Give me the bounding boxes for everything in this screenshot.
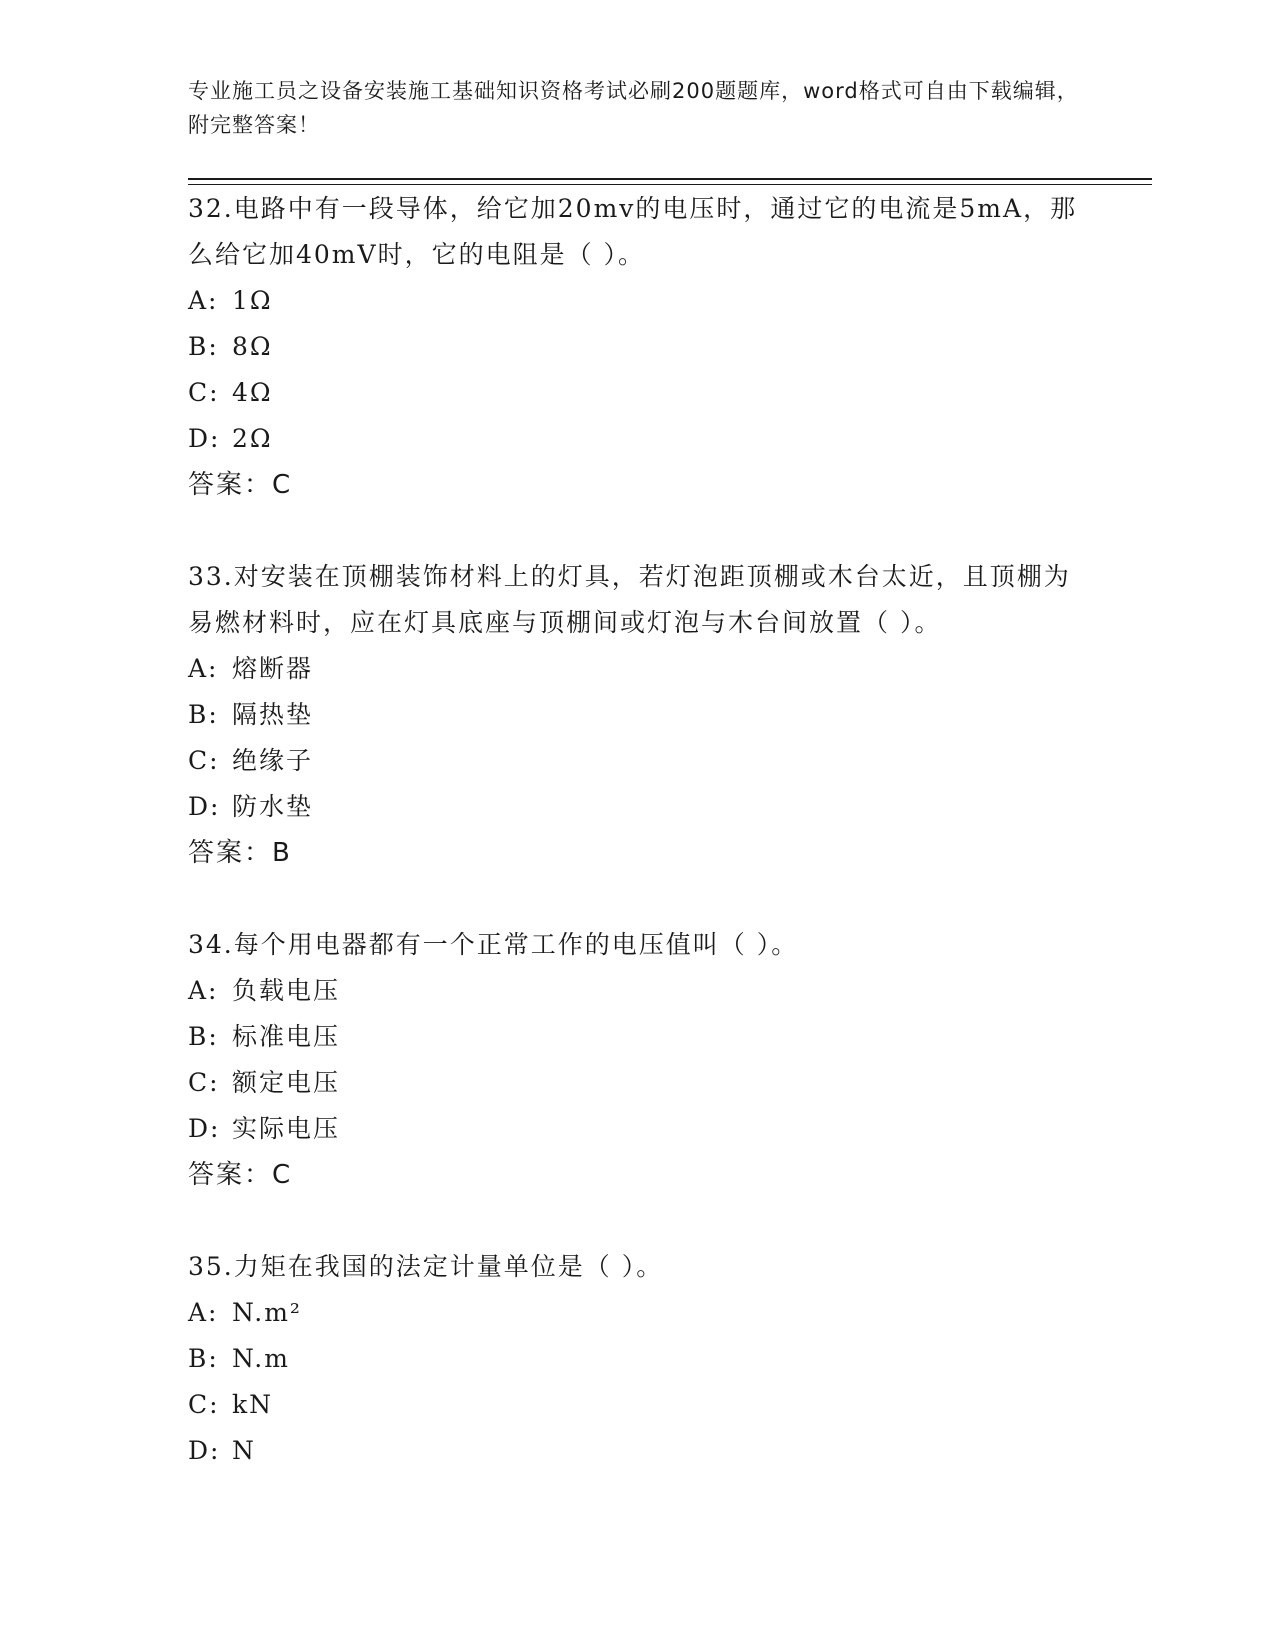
option-c [188,370,1088,416]
option-text: N [232,1436,256,1465]
question-text: 33.对安装在顶棚装饰材料上的灯具，若灯泡距顶棚或木台太近，且顶棚为易燃材料时，应在灯具底座与顶棚间或灯泡与木台间放置（ ）。 [188,562,1071,637]
option-letter: D: [188,1436,221,1465]
option-d [188,1428,1088,1474]
question-33 [188,554,1088,876]
option-b [188,1336,1088,1382]
question-35 [188,1244,1088,1474]
option-text: N.m² [232,1298,302,1327]
option-b [188,692,1088,738]
option-a [188,646,1088,692]
option-text: N.m [232,1344,290,1373]
option-letter: D: [188,424,221,453]
question-text: 35.力矩在我国的法定计量单位是（ ）。 [188,1252,664,1281]
question-34 [188,922,1088,1198]
option-text: 8Ω [232,332,273,361]
option-letter: A: [188,286,219,315]
option-text: 标准电压 [232,1022,341,1051]
option-text: 绝缘子 [232,746,314,775]
option-letter: A: [188,654,219,683]
option-letter: B: [188,1344,219,1373]
answer-line: 答案：B [188,838,292,868]
header-rule-thick [188,178,1152,180]
option-c [188,738,1088,784]
answer-line: 答案：C [188,470,293,500]
option-d [188,1106,1088,1152]
option-letter: B: [188,1022,219,1051]
option-text: 4Ω [232,378,273,407]
option-letter: B: [188,700,219,729]
option-letter: D: [188,1114,221,1143]
option-d [188,784,1088,830]
header-rule-thin [188,184,1152,185]
option-b [188,324,1088,370]
option-letter: B: [188,332,219,361]
option-letter: C: [188,1068,220,1097]
document-header: 专业施工员之设备安装施工基础知识资格考试必刷200题题库，word格式可自由下载编辑，附完整答案！ [188,79,1079,137]
option-letter: C: [188,746,220,775]
option-text: 额定电压 [232,1068,341,1097]
option-text: kN [232,1390,274,1419]
option-letter: C: [188,1390,220,1419]
option-a [188,1290,1088,1336]
option-text: 熔断器 [232,654,314,683]
option-c [188,1060,1088,1106]
option-text: 实际电压 [232,1114,341,1143]
option-letter: C: [188,378,220,407]
option-text: 隔热垫 [232,700,314,729]
option-text: 1Ω [232,286,273,315]
option-b [188,1014,1088,1060]
option-c [188,1382,1088,1428]
option-letter: D: [188,792,221,821]
question-32 [188,186,1088,508]
question-list [188,186,1088,1520]
option-a [188,278,1088,324]
option-text: 防水垫 [232,792,314,821]
option-d [188,416,1088,462]
option-text: 负载电压 [232,976,341,1005]
option-letter: A: [188,976,219,1005]
question-text: 34.每个用电器都有一个正常工作的电压值叫（ ）。 [188,930,799,959]
answer-line: 答案：C [188,1160,293,1190]
question-text: 32.电路中有一段导体，给它加20mv的电压时，通过它的电流是5mA，那么给它加40mV时，它的电阻是（ ）。 [188,194,1078,269]
option-a [188,968,1088,1014]
option-letter: A: [188,1298,219,1327]
option-text: 2Ω [232,424,273,453]
